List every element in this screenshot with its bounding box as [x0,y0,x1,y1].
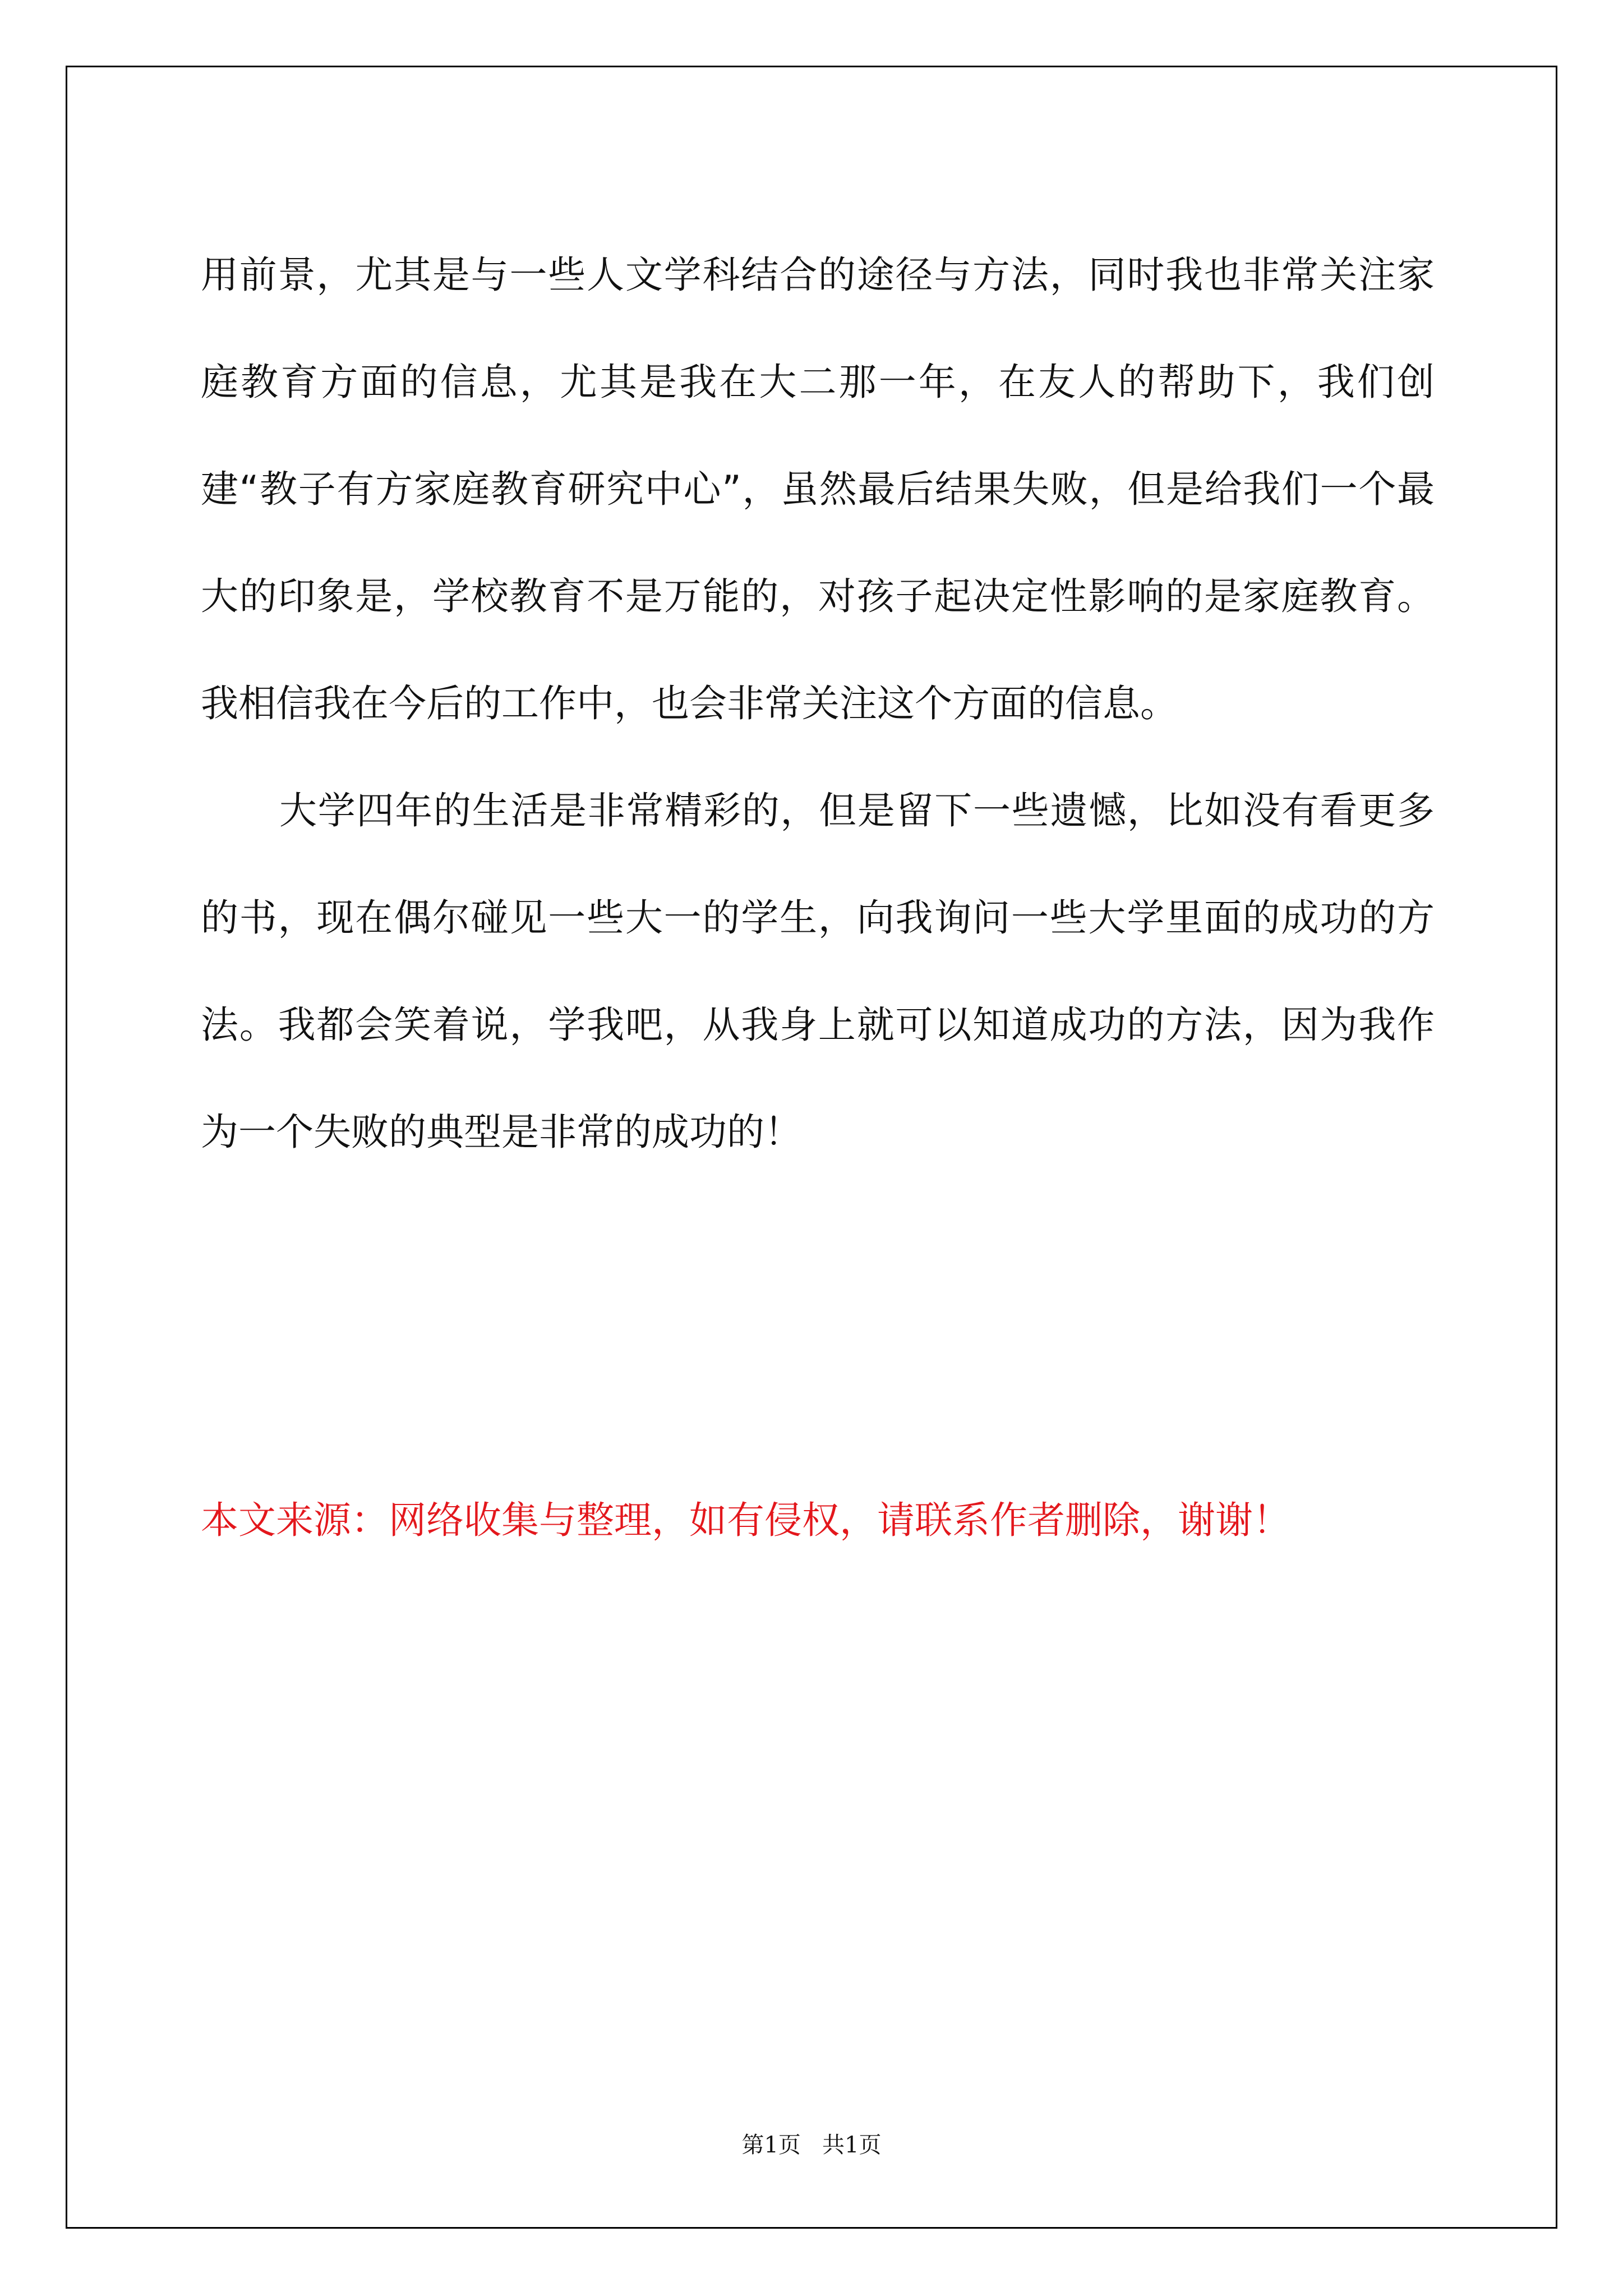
body-paragraph-1: 用前景，尤其是与一些人文学科结合的途径与方法，同时我也非常关注家庭教育方面的信息，尤其是我在大二那一年，在友人的帮助下，我们创建“教子有方家庭教育研究中心”，虽然最后结果失败，但是给我们一个最大的印象是，学校教育不是万能的，对孩子起决定性影响的是家庭教育。我相信我在今后的工作中，也会非常关注这个方面的信息。 [201,253,1435,725]
body-paragraph-2: 大学四年的生活是非常精彩的，但是留下一些遗憾，比如没有看更多的书，现在偶尔碰见一些大一的学生，向我询问一些大学里面的成功的方法。我都会笑着说，学我吧，从我身上就可以知道成功的方法，因为我作为一个失败的典型是非常的成功的！ [201,789,1435,1154]
source-note: 本文来源：网络收集与整理，如有侵权，请联系作者删除，谢谢！ [201,1498,1290,1542]
page-footer: 第1页 共1页 [741,2132,882,2158]
document-body [201,222,1435,1186]
